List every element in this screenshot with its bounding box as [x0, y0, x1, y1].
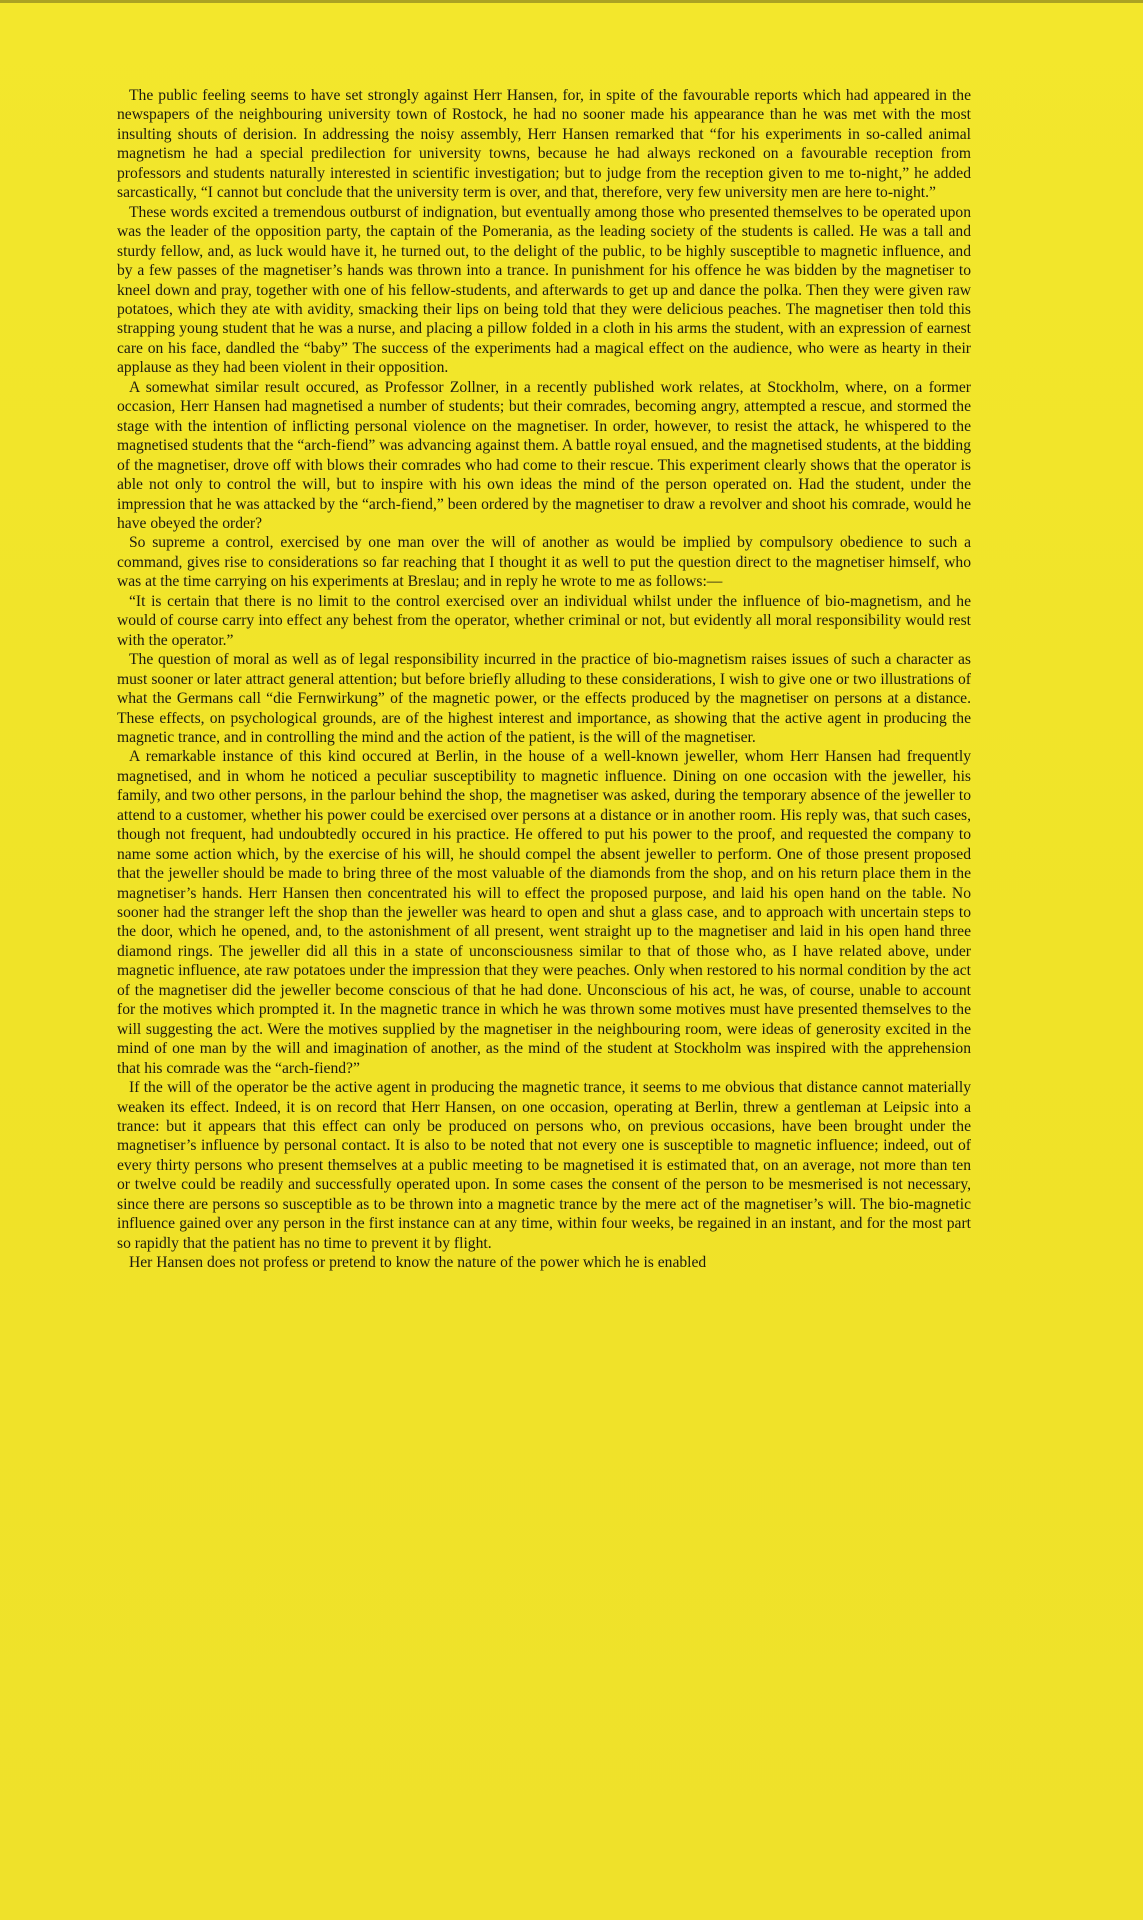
paragraph-1: The public feeling seems to have set strongly against Herr Hansen, for, in spite of the favourable reports which had appeared in the newspapers of the neighbouring university town of Rostock, he had no sooner made his appearance than he was met with the most insulting shouts of derision. In addressing the noisy assembly, Herr Hansen remarked that “for his experiments in so-called animal magnetism he had a special predilection for university towns, because he had always reckoned on a favourable reception from professors and students naturally interested in scientific investigation; but to judge from the reception given to me to-night,” he added sarcastically, “I cannot but conclude that the university term is over, and that, therefore, very few university men are here to-night.” [117, 87, 971, 202]
paragraph-6: The question of moral as well as of legal responsibility incurred in the practice of bio-magnetism raises issues of such a character as must sooner or later attract general attention; but before briefly alluding to these considerations, I wish to give one or two illustrations of what the Germans call “die Fernwirkung” of the magnetic power, or the effects produced by the magnetiser on persons at a distance. These effects, on psychological grounds, are of the highest interest and importance, as showing that the active agent in producing the magnetic trance, and in controlling the mind and the action of the patient, is the will of the magnetiser. [117, 651, 971, 746]
article-body [117, 86, 971, 1900]
paragraph-9: Her Hansen does not profess or pretend to know the nature of the power which he is enabled [129, 1254, 707, 1272]
paragraph-4: So supreme a control, exercised by one man over the will of another as would be implied by compulsory obedience to such a command, gives rise to considerations so far reaching that I thought it as well to put the question direct to the magnetiser himself, who was at the time carrying on his experiments at Breslau; and in reply he wrote to me as follows:— [117, 534, 971, 591]
paragraph-2: These words excited a tremendous outburst of indignation, but eventually among those who presented themselves to be operated upon was the leader of the opposition party, the captain of the Pomerania, as the leading society of the students is called. He was a tall and sturdy fellow, and, as luck would have it, he turned out, to the delight of the public, to be highly susceptible to magnetic influence, and by a few passes of the magnetiser’s hands was thrown into a trance. In punishment for his offence he was bidden by the magnetiser to kneel down and pray, together with one of his fellow-students, and afterwards to get up and dance the polka. Then they were given raw potatoes, which they ate with avidity, smacking their lips on being told that they were delicious peaches. The magnetiser then told this strapping young student that he was a nurse, and placing a pillow folded in a cloth in his arms the student, with an expression of earnest care on his face, dandled the “baby” The success of the experiments had a magical effect on the audience, who were as hearty in their applause as they had been violent in their opposition. [117, 203, 971, 377]
paragraph-8: If the will of the operator be the active agent in producing the magnetic trance, it seems to me obvious that distance cannot materially weaken its effect. Indeed, it is on record that Herr Hansen, on one occasion, operating at Berlin, threw a gentleman at Leipsic into a trance: but it appears that this effect can only be produced on persons who, on previous occasions, have been brought under the magnetiser’s influence by personal contact. It is also to be noted that not every one is susceptible to magnetic influence; indeed, out of every thirty persons who present themselves at a public meeting to be magnetised it is estimated that, on an average, not more than ten or twelve could be readily and successfully operated upon. In some cases the consent of the person to be mesmerised is not necessary, since there are persons so susceptible as to be thrown into a magnetic trance by the mere act of the magnetiser’s will. The bio-magnetic influence gained over any person in the first instance can at any time, within four weeks, be regained in an instant, and for the most part so rapidly that the patient has no time to prevent it by flight. [117, 1079, 971, 1252]
paragraph-5-quote: “It is certain that there is no limit to the control exercised over an individual whilst under the influence of bio-magnetism, and he would of course carry into effect any behest from the operator, whether criminal or not, but evidently all moral responsibility would rest with the operator.” [117, 592, 971, 649]
paragraph-3: A somewhat similar result occured, as Professor Zollner, in a recently published work relates, at Stockholm, where, on a former occasion, Herr Hansen had magnetised a number of students; but their comrades, becoming angry, attempted a rescue, and stormed the stage with the intention of inflicting personal violence on the magnetiser. In order, however, to resist the attack, he whispered to the magnetised students that the “arch-fiend” was advancing against them. A battle royal ensued, and the magnetised students, at the bidding of the magnetiser, drove off with blows their comrades who had come to their rescue. This experiment clearly shows that the operator is able not only to control the will, but to inspire with his own ideas the mind of the person operated on. Had the student, under the impression that he was attacked by the “arch-fiend,” been ordered by the magnetiser to draw a revolver and shoot his comrade, would he have obeyed the order? [117, 378, 971, 532]
paragraph-7: A remarkable instance of this kind occured at Berlin, in the house of a well-known jeweller, whom Herr Hansen had frequently magnetised, and in whom he noticed a peculiar susceptibility to magnetic influence. Dining on one occasion with the jeweller, his family, and two other persons, in the parlour behind the shop, the magnetiser was asked, during the temporary absence of the jeweller to attend to a customer, whether his power could be exercised over persons at a distance or in another room. His reply was, that such cases, though not frequent, had undoubtedly occured in his practice. He offered to put his power to the proof, and requested the company to name some action which, by the exercise of his will, he should compel the absent jeweller to perform. One of those present proposed that the jeweller should be made to bring three of the most valuable of the diamonds from the shop, and on his return place them in the magnetiser’s hands. Herr Hansen then concentrated his will to effect the proposed purpose, and laid his open hand on the table. No sooner had the stranger left the shop than the jeweller was heard to open and shut a glass case, and to approach with uncertain steps to the door, which he opened, and, to the astonishment of all present, went straight up to the magnetiser and laid in his open hand three diamond rings. The jeweller did all this in a state of unconsciousness similar to that of those who, as I have related above, under magnetic influence, ate raw potatoes under the impression that they were peaches. Only when restored to his normal condition by the act of the magnetiser did the jeweller become conscious of that he had done. Unconscious of his act, he was, of course, unable to account for the motives which prompted it. In the magnetic trance in which he was thrown some motives must have presented themselves to the will suggesting the act. Were the motives supplied by the magnetiser in the neighbouring room, were ideas of generosity excited in the mind of one man by the will and imagination of another, as the mind of the student at Stockholm was inspired with the apprehension that his comrade was the “arch-fiend?” [117, 748, 971, 1077]
page-top-edge [0, 0, 1143, 3]
